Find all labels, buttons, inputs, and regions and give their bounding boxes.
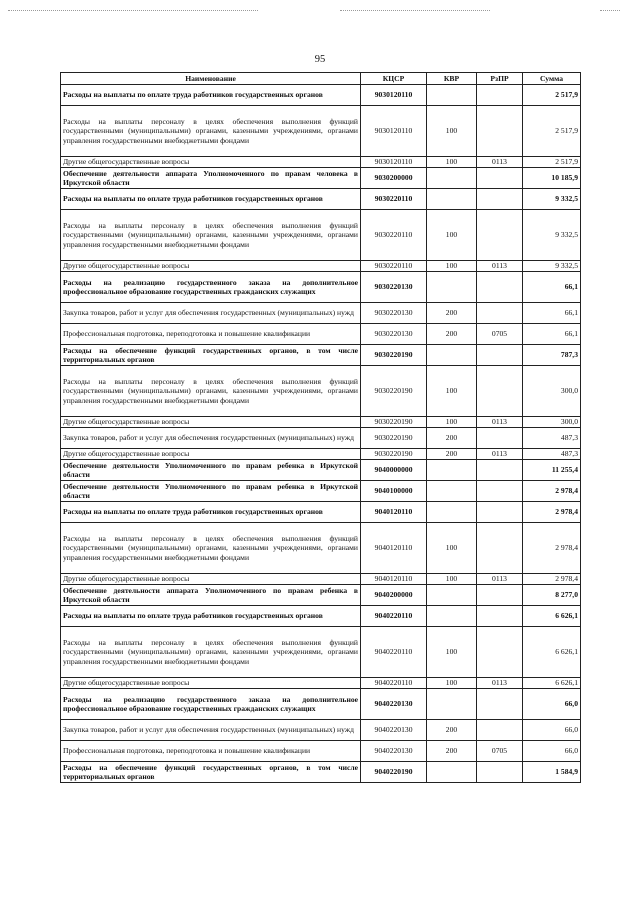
cell-kvr <box>427 168 477 189</box>
cell-sum: 66,0 <box>523 720 581 741</box>
cell-name: Другие общегосударственные вопросы <box>61 157 361 168</box>
cell-code: 9030220130 <box>361 303 427 324</box>
cell-rzpr <box>477 481 523 502</box>
cell-rzpr <box>477 303 523 324</box>
cell-name: Обеспечение деятельности аппарата Уполномоченного по правам человека в Иркутской области <box>61 168 361 189</box>
scan-artifact-line <box>600 10 620 11</box>
table-row <box>61 627 581 678</box>
cell-name: Расходы на реализацию государственного заказа на дополнительное профессиональное образование государственных гражданских служащих <box>61 272 361 303</box>
cell-rzpr <box>477 460 523 481</box>
cell-name: Расходы на выплаты персоналу в целях обеспечения выполнения функций государственными (муниципальными) органами, казенными учреждениями, органами управления государственными внебюджетными фондами <box>61 210 361 261</box>
table-row <box>61 460 581 481</box>
scan-artifact-line <box>8 10 258 11</box>
cell-code: 9030120110 <box>361 85 427 106</box>
cell-kvr: 200 <box>427 303 477 324</box>
cell-name: Расходы на выплаты по оплате труда работников государственных органов <box>61 85 361 106</box>
cell-kvr <box>427 481 477 502</box>
cell-code: 9040220110 <box>361 678 427 689</box>
cell-name: Расходы на обеспечение функций государственных органов, в том числе территориальных органов <box>61 345 361 366</box>
cell-rzpr <box>477 585 523 606</box>
cell-sum: 8 277,0 <box>523 585 581 606</box>
cell-code: 9040000000 <box>361 460 427 481</box>
cell-kvr: 100 <box>427 261 477 272</box>
cell-sum: 2 978,4 <box>523 523 581 574</box>
cell-kvr: 100 <box>427 366 477 417</box>
cell-code: 9030220190 <box>361 449 427 460</box>
cell-name: Закупка товаров, работ и услуг для обеспечения государственных (муниципальных) нужд <box>61 303 361 324</box>
cell-kvr <box>427 272 477 303</box>
cell-code: 9040220110 <box>361 606 427 627</box>
cell-rzpr <box>477 720 523 741</box>
cell-kvr: 100 <box>427 106 477 157</box>
cell-name: Расходы на выплаты по оплате труда работников государственных органов <box>61 189 361 210</box>
table-row <box>61 481 581 502</box>
header-rzpr: РзПР <box>477 73 523 85</box>
cell-code: 9030220110 <box>361 261 427 272</box>
cell-rzpr: 0705 <box>477 324 523 345</box>
cell-name: Расходы на выплаты по оплате труда работников государственных органов <box>61 502 361 523</box>
table-row <box>61 606 581 627</box>
cell-rzpr <box>477 502 523 523</box>
cell-rzpr: 0113 <box>477 678 523 689</box>
table-row <box>61 168 581 189</box>
table-header-row <box>61 73 581 85</box>
cell-name: Закупка товаров, работ и услуг для обеспечения государственных (муниципальных) нужд <box>61 720 361 741</box>
table-row <box>61 210 581 261</box>
cell-kvr: 200 <box>427 720 477 741</box>
cell-rzpr <box>477 606 523 627</box>
cell-kvr <box>427 502 477 523</box>
cell-name: Другие общегосударственные вопросы <box>61 678 361 689</box>
cell-name: Другие общегосударственные вопросы <box>61 261 361 272</box>
cell-name: Другие общегосударственные вопросы <box>61 449 361 460</box>
cell-code: 9040220110 <box>361 627 427 678</box>
budget-table <box>60 72 581 783</box>
cell-name: Расходы на реализацию государственного заказа на дополнительное профессиональное образование государственных гражданских служащих <box>61 689 361 720</box>
cell-name: Профессиональная подготовка, переподготовка и повышение квалификации <box>61 324 361 345</box>
cell-kvr <box>427 606 477 627</box>
cell-code: 9040120110 <box>361 574 427 585</box>
cell-code: 9040120110 <box>361 523 427 574</box>
cell-kvr: 200 <box>427 449 477 460</box>
cell-sum: 9 332,5 <box>523 261 581 272</box>
cell-rzpr <box>477 366 523 417</box>
cell-rzpr <box>477 345 523 366</box>
cell-code: 9040200000 <box>361 585 427 606</box>
cell-code: 9030220110 <box>361 189 427 210</box>
cell-kvr: 100 <box>427 574 477 585</box>
table-row <box>61 428 581 449</box>
header-name: Наименование <box>61 73 361 85</box>
cell-rzpr <box>477 689 523 720</box>
cell-kvr: 200 <box>427 741 477 762</box>
cell-name: Расходы на выплаты персоналу в целях обеспечения выполнения функций государственными (муниципальными) органами, казенными учреждениями, органами управления государственными внебюджетными фондами <box>61 523 361 574</box>
cell-kvr: 200 <box>427 324 477 345</box>
cell-sum: 66,1 <box>523 324 581 345</box>
cell-kvr <box>427 585 477 606</box>
table-row <box>61 345 581 366</box>
cell-name: Расходы на обеспечение функций государственных органов, в том числе территориальных органов <box>61 762 361 783</box>
header-kvr: КВР <box>427 73 477 85</box>
table-row <box>61 261 581 272</box>
cell-rzpr: 0113 <box>477 261 523 272</box>
cell-code: 9040220130 <box>361 689 427 720</box>
cell-name: Расходы на выплаты по оплате труда работников государственных органов <box>61 606 361 627</box>
cell-sum: 2 978,4 <box>523 574 581 585</box>
table-row <box>61 449 581 460</box>
cell-rzpr <box>477 106 523 157</box>
cell-sum: 66,1 <box>523 272 581 303</box>
cell-code: 9030220190 <box>361 345 427 366</box>
table-row <box>61 303 581 324</box>
cell-kvr <box>427 85 477 106</box>
cell-sum: 487,3 <box>523 428 581 449</box>
table-row <box>61 762 581 783</box>
cell-sum: 2 517,9 <box>523 157 581 168</box>
table-row <box>61 678 581 689</box>
cell-sum: 2 517,9 <box>523 85 581 106</box>
cell-code: 9030200000 <box>361 168 427 189</box>
cell-name: Профессиональная подготовка, переподготовка и повышение квалификации <box>61 741 361 762</box>
cell-rzpr: 0113 <box>477 574 523 585</box>
table-row <box>61 585 581 606</box>
cell-sum: 2 978,4 <box>523 481 581 502</box>
cell-sum: 787,3 <box>523 345 581 366</box>
cell-rzpr: 0113 <box>477 157 523 168</box>
cell-kvr: 100 <box>427 157 477 168</box>
cell-code: 9030220190 <box>361 417 427 428</box>
table-row <box>61 189 581 210</box>
table-row <box>61 502 581 523</box>
table-row <box>61 523 581 574</box>
cell-sum: 487,3 <box>523 449 581 460</box>
table-row <box>61 720 581 741</box>
cell-sum: 300,0 <box>523 366 581 417</box>
cell-code: 9030220130 <box>361 272 427 303</box>
cell-rzpr <box>477 168 523 189</box>
page-number: 95 <box>314 54 326 65</box>
cell-kvr: 100 <box>427 678 477 689</box>
cell-rzpr <box>477 272 523 303</box>
header-code: КЦСР <box>361 73 427 85</box>
cell-name: Расходы на выплаты персоналу в целях обеспечения выполнения функций государственными (муниципальными) органами, казенными учреждениями, органами управления государственными внебюджетными фондами <box>61 106 361 157</box>
cell-rzpr <box>477 428 523 449</box>
cell-sum: 6 626,1 <box>523 606 581 627</box>
cell-code: 9040220130 <box>361 720 427 741</box>
cell-code: 9030220110 <box>361 210 427 261</box>
cell-name: Обеспечение деятельности аппарата Уполномоченного по правам ребенка в Иркутской области <box>61 585 361 606</box>
table-row <box>61 741 581 762</box>
table-row <box>61 85 581 106</box>
cell-sum: 9 332,5 <box>523 210 581 261</box>
cell-kvr: 200 <box>427 428 477 449</box>
header-sum: Сумма <box>523 73 581 85</box>
cell-sum: 6 626,1 <box>523 678 581 689</box>
table-row <box>61 574 581 585</box>
cell-rzpr: 0113 <box>477 417 523 428</box>
cell-name: Расходы на выплаты персоналу в целях обеспечения выполнения функций государственными (муниципальными) органами, казенными учреждениями, органами управления государственными внебюджетными фондами <box>61 627 361 678</box>
cell-rzpr: 0705 <box>477 741 523 762</box>
table-row <box>61 324 581 345</box>
cell-kvr <box>427 345 477 366</box>
cell-sum: 10 185,9 <box>523 168 581 189</box>
cell-sum: 2 517,9 <box>523 106 581 157</box>
cell-name: Другие общегосударственные вопросы <box>61 574 361 585</box>
cell-kvr <box>427 460 477 481</box>
cell-code: 9030220190 <box>361 428 427 449</box>
cell-sum: 66,0 <box>523 741 581 762</box>
cell-code: 9030120110 <box>361 157 427 168</box>
cell-kvr: 100 <box>427 417 477 428</box>
cell-code: 9030120110 <box>361 106 427 157</box>
cell-rzpr <box>477 762 523 783</box>
cell-kvr <box>427 762 477 783</box>
cell-sum: 6 626,1 <box>523 627 581 678</box>
table-row <box>61 689 581 720</box>
cell-code: 9040100000 <box>361 481 427 502</box>
table-body <box>61 85 581 783</box>
cell-rzpr <box>477 189 523 210</box>
cell-name: Закупка товаров, работ и услуг для обеспечения государственных (муниципальных) нужд <box>61 428 361 449</box>
cell-code: 9040220190 <box>361 762 427 783</box>
cell-rzpr <box>477 523 523 574</box>
cell-code: 9030220130 <box>361 324 427 345</box>
cell-rzpr <box>477 85 523 106</box>
table-row <box>61 157 581 168</box>
cell-kvr <box>427 189 477 210</box>
cell-rzpr <box>477 627 523 678</box>
cell-name: Обеспечение деятельности Уполномоченного по правам ребенка в Иркутской области <box>61 481 361 502</box>
cell-kvr: 100 <box>427 210 477 261</box>
cell-rzpr <box>477 210 523 261</box>
table-row <box>61 272 581 303</box>
cell-rzpr: 0113 <box>477 449 523 460</box>
cell-name: Другие общегосударственные вопросы <box>61 417 361 428</box>
cell-code: 9030220190 <box>361 366 427 417</box>
cell-sum: 2 978,4 <box>523 502 581 523</box>
cell-sum: 11 255,4 <box>523 460 581 481</box>
cell-sum: 300,0 <box>523 417 581 428</box>
table-row <box>61 417 581 428</box>
cell-name: Расходы на выплаты персоналу в целях обеспечения выполнения функций государственными (муниципальными) органами, казенными учреждениями, органами управления государственными внебюджетными фондами <box>61 366 361 417</box>
cell-kvr: 100 <box>427 627 477 678</box>
cell-kvr: 100 <box>427 523 477 574</box>
cell-code: 9040220130 <box>361 741 427 762</box>
cell-code: 9040120110 <box>361 502 427 523</box>
cell-sum: 66,1 <box>523 303 581 324</box>
cell-kvr <box>427 689 477 720</box>
cell-sum: 9 332,5 <box>523 189 581 210</box>
cell-sum: 1 584,9 <box>523 762 581 783</box>
table-row <box>61 106 581 157</box>
cell-name: Обеспечение деятельности Уполномоченного по правам ребенка в Иркутской области <box>61 460 361 481</box>
scan-artifact-line <box>340 10 490 11</box>
cell-sum: 66,0 <box>523 689 581 720</box>
table-row <box>61 366 581 417</box>
